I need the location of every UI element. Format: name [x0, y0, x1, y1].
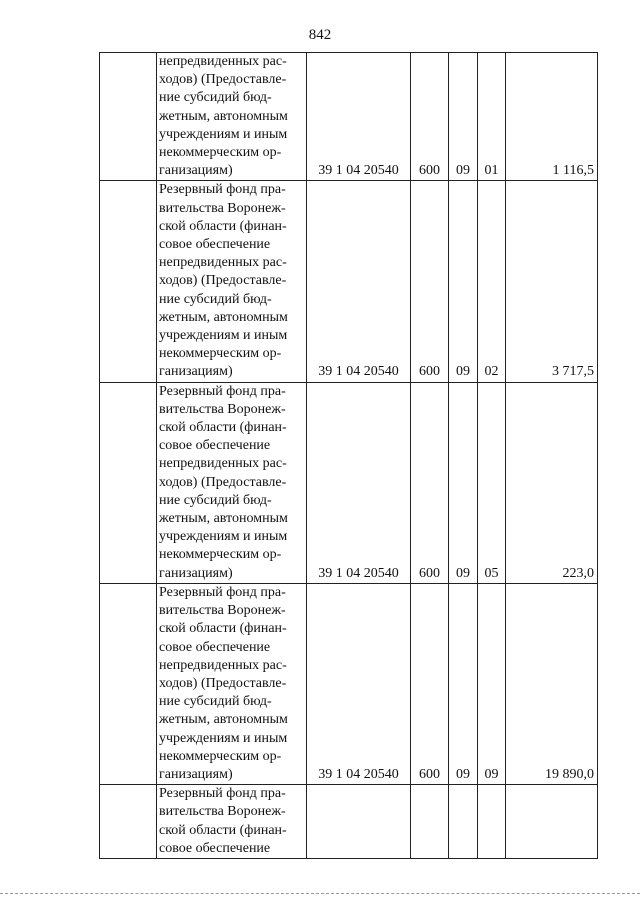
description-line: ние субсидий бюд-: [159, 291, 272, 307]
description-line: вительства Воронеж-: [159, 401, 286, 417]
amount-cell: 19 890,0: [506, 583, 598, 784]
description-line: ганизациям): [159, 364, 233, 380]
description-line: ганизациям): [159, 565, 233, 581]
target-article-cell: 39 1 04 20540: [307, 583, 411, 784]
expense-type-cell: 600: [411, 181, 449, 382]
target-article-cell: 39 1 04 20540: [307, 181, 411, 382]
description-line: ской области (финан-: [159, 420, 287, 436]
description-cell: [157, 382, 307, 583]
description-cell: [157, 785, 307, 859]
description-cell: [157, 53, 307, 181]
description-line: ходов) (Предоставле-: [159, 72, 287, 88]
table-row: [100, 382, 598, 583]
description-line: учреждениям и иным: [159, 529, 288, 545]
description-line: ской области (финан-: [159, 218, 287, 234]
budget-table-body: [100, 53, 598, 859]
description-line: совое обеспечение: [159, 237, 271, 253]
table-row: [100, 181, 598, 382]
amount-cell: 1 116,5: [506, 53, 598, 181]
description-line: жетным, автономным: [159, 108, 288, 124]
description-line: учреждениям и иным: [159, 730, 288, 746]
target-article-cell: 39 1 04 20540: [307, 382, 411, 583]
description-line: жетным, автономным: [159, 712, 288, 728]
row-number-cell: [100, 583, 157, 784]
description-line: ской области (финан-: [159, 822, 287, 838]
section-cell: [449, 785, 478, 859]
description-line: Резервный фонд пра-: [159, 584, 286, 600]
subsection-cell: 09: [478, 583, 506, 784]
description-line: вительства Воронеж-: [159, 200, 286, 216]
section-cell: 09: [449, 53, 478, 181]
row-number-cell: [100, 181, 157, 382]
subsection-cell: 01: [478, 53, 506, 181]
description-line: ние субсидий бюд-: [159, 90, 272, 106]
scan-edge-line: [0, 893, 640, 894]
description-line: некоммерческим ор-: [159, 547, 282, 563]
subsection-cell: 05: [478, 382, 506, 583]
subsection-cell: 02: [478, 181, 506, 382]
row-number-cell: [100, 785, 157, 859]
expense-type-cell: 600: [411, 53, 449, 181]
description-line: некоммерческим ор-: [159, 748, 282, 764]
description-line: ской области (финан-: [159, 621, 287, 637]
description-line: ние субсидий бюд-: [159, 492, 272, 508]
table-row: [100, 53, 598, 181]
description-line: совое обеспечение: [159, 438, 271, 454]
description-line: непредвиденных рас-: [159, 657, 287, 673]
table-row: [100, 583, 598, 784]
description-line: жетным, автономным: [159, 309, 288, 325]
description-line: Резервный фонд пра-: [159, 786, 286, 802]
expense-type-cell: [411, 785, 449, 859]
description-line: непредвиденных рас-: [159, 255, 287, 271]
description-line: ходов) (Предоставле-: [159, 675, 287, 691]
description-line: непредвиденных рас-: [159, 54, 287, 69]
description-line: совое обеспечение: [159, 840, 271, 856]
description-line: учреждениям и иным: [159, 328, 288, 344]
table-row: [100, 785, 598, 859]
section-cell: 09: [449, 181, 478, 382]
description-line: некоммерческим ор-: [159, 346, 282, 362]
expense-type-cell: 600: [411, 583, 449, 784]
description-line: ганизациям): [159, 163, 233, 179]
description-line: некоммерческим ор-: [159, 145, 282, 161]
description-line: вительства Воронеж-: [159, 603, 286, 619]
description-line: ганизациям): [159, 766, 233, 782]
amount-cell: 3 717,5: [506, 181, 598, 382]
target-article-cell: 39 1 04 20540: [307, 53, 411, 181]
description-line: вительства Воронеж-: [159, 804, 286, 820]
description-line: ходов) (Предоставле-: [159, 474, 287, 490]
amount-cell: 223,0: [506, 382, 598, 583]
description-line: жетным, автономным: [159, 511, 288, 527]
description-line: учреждениям и иным: [159, 126, 288, 142]
description-line: ние субсидий бюд-: [159, 694, 272, 710]
section-cell: 09: [449, 583, 478, 784]
expense-type-cell: 600: [411, 382, 449, 583]
row-number-cell: [100, 53, 157, 181]
budget-table: [99, 52, 598, 859]
description-line: непредвиденных рас-: [159, 456, 287, 472]
section-cell: 09: [449, 382, 478, 583]
description-line: Резервный фонд пра-: [159, 182, 286, 198]
amount-cell: [506, 785, 598, 859]
subsection-cell: [478, 785, 506, 859]
page-number: 842: [308, 27, 332, 43]
description-line: совое обеспечение: [159, 639, 271, 655]
description-cell: [157, 583, 307, 784]
description-cell: [157, 181, 307, 382]
row-number-cell: [100, 382, 157, 583]
target-article-cell: [307, 785, 411, 859]
description-line: ходов) (Предоставле-: [159, 273, 287, 289]
description-line: Резервный фонд пра-: [159, 383, 286, 399]
